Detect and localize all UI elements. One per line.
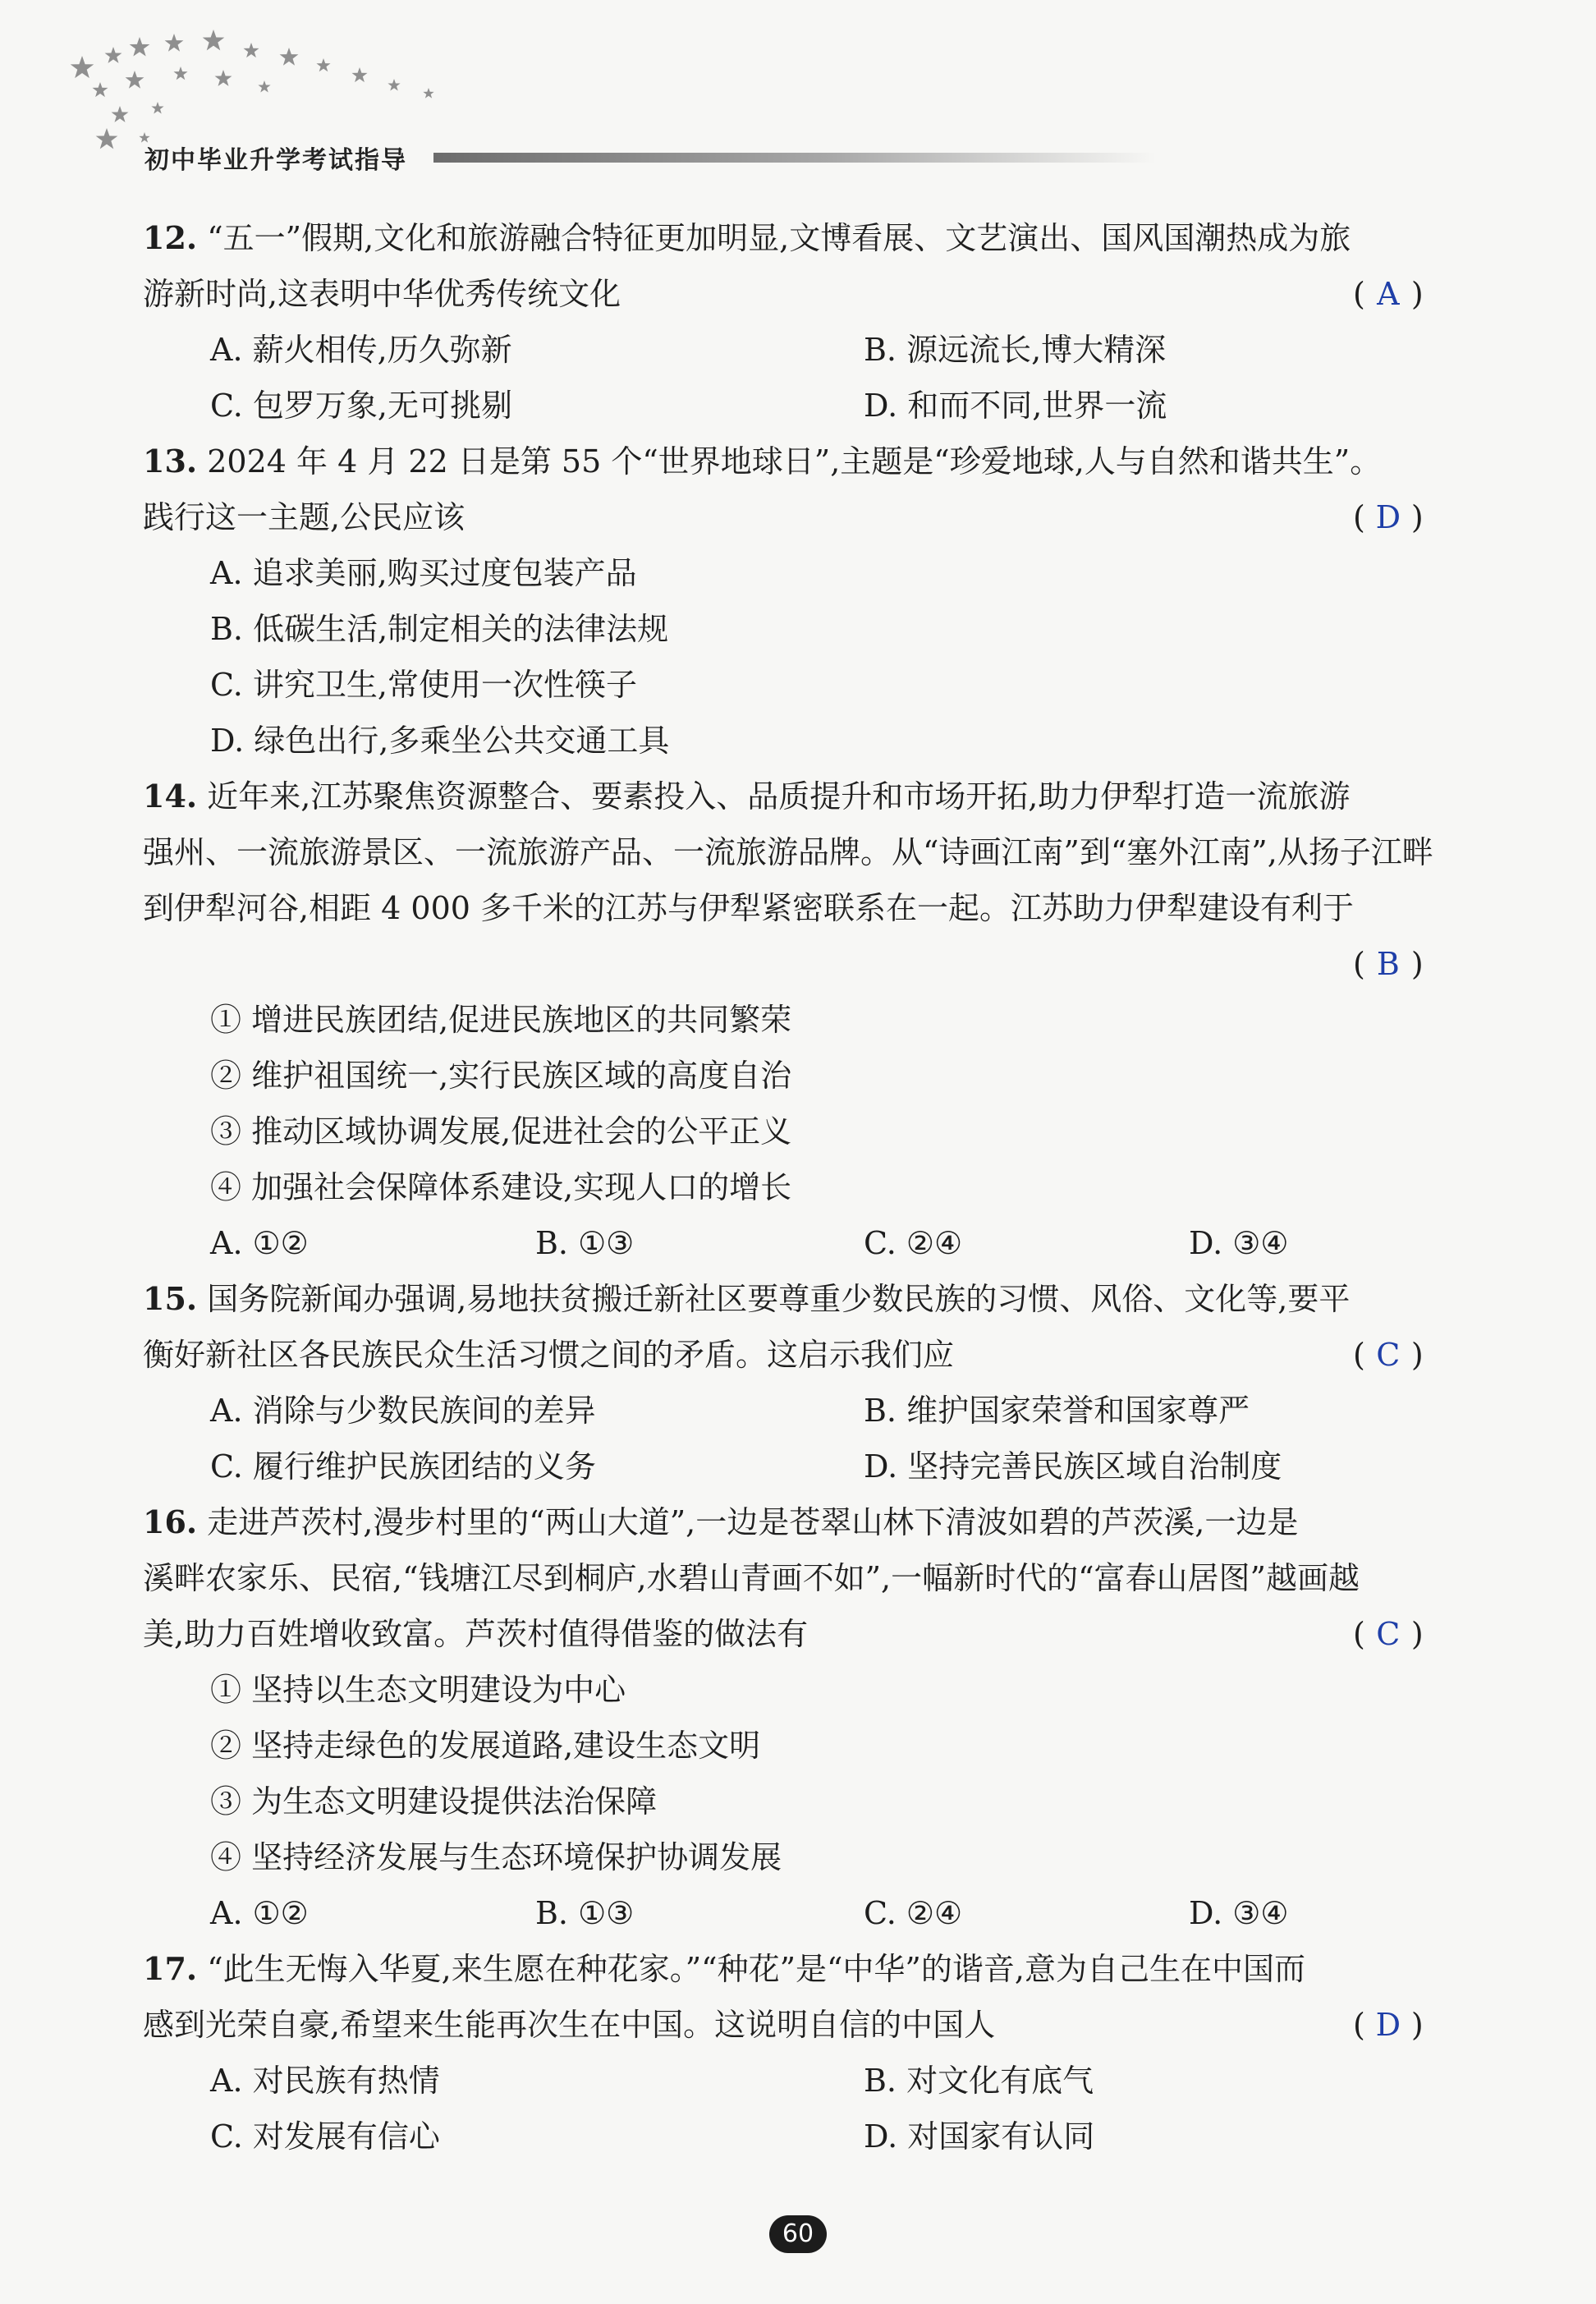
q12-answer-bracket: ( A ) bbox=[1353, 276, 1424, 312]
q14-option-b: B. ①③ bbox=[535, 1225, 635, 1261]
q13-option-a: A. 追求美丽,购买过度包装产品 bbox=[210, 555, 637, 591]
q17-option-c: C. 对发展有信心 bbox=[210, 2118, 440, 2155]
q17-answer-bracket: ( D ) bbox=[1353, 2007, 1424, 2043]
q16-statement-3: ③ 为生态文明建设提供法治保障 bbox=[210, 1783, 658, 1820]
q17-number: 17. bbox=[143, 1950, 198, 1987]
q15-line-2: 衡好新社区各民族民众生活习惯之间的矛盾。这启示我们应 bbox=[143, 1337, 955, 1373]
q17-line-2: 感到光荣自豪,希望来生能再次生在中国。这说明自信的中国人 bbox=[143, 2007, 996, 2043]
q16-statement-4: ④ 坚持经济发展与生态环境保护协调发展 bbox=[210, 1839, 782, 1875]
q14-option-c: C. ②④ bbox=[864, 1225, 963, 1261]
q15-answer: C bbox=[1376, 1337, 1401, 1373]
q14-answer-bracket: ( B ) bbox=[1353, 946, 1424, 982]
q16-option-b: B. ①③ bbox=[535, 1895, 635, 1931]
q12-line-1: 12. “五一”假期,文化和旅游融合特征更加明显,文博看展、文艺演出、国风国潮热成为旅 bbox=[143, 219, 1351, 256]
q13-answer: D bbox=[1375, 499, 1401, 535]
q13-answer-bracket: ( D ) bbox=[1353, 499, 1424, 535]
q17-line-1: 17. “此生无悔入华夏,来生愿在种花家。”“种花”是“中华”的谐音,意为自己生在中国而 bbox=[143, 1950, 1305, 1987]
q16-answer-bracket: ( C ) bbox=[1353, 1616, 1424, 1652]
q16-option-d: D. ③④ bbox=[1189, 1895, 1289, 1931]
q17-option-a: A. 对民族有热情 bbox=[210, 2063, 440, 2099]
q12-option-b: B. 源远流长,博大精深 bbox=[864, 332, 1167, 368]
q16-option-a: A. ①② bbox=[210, 1895, 309, 1931]
q13-option-b: B. 低碳生活,制定相关的法律法规 bbox=[210, 611, 669, 647]
q12-answer: A bbox=[1377, 276, 1400, 312]
q14-option-a: A. ①② bbox=[210, 1225, 309, 1261]
q13-line-2: 践行这一主题,公民应该 bbox=[143, 499, 466, 535]
q15-line-1: 15. 国务院新闻办强调,易地扶贫搬迁新社区要尊重少数民族的习惯、风俗、文化等,要平 bbox=[143, 1280, 1351, 1317]
q14-statement-3: ③ 推动区域协调发展,促进社会的公平正义 bbox=[210, 1113, 792, 1150]
q16-line-3: 美,助力百姓增收致富。芦茨村值得借鉴的做法有 bbox=[143, 1616, 809, 1652]
q16-statement-2: ② 坚持走绿色的发展道路,建设生态文明 bbox=[210, 1728, 761, 1764]
q17-option-d: D. 对国家有认同 bbox=[864, 2118, 1095, 2155]
book-title: 初中毕业升学考试指导 bbox=[144, 146, 407, 175]
q14-line-3: 到伊犁河谷,相距 4 000 多千米的江苏与伊犁紧密联系在一起。江苏助力伊犁建设有利于 bbox=[143, 890, 1355, 926]
q15-option-d: D. 坚持完善民族区域自治制度 bbox=[864, 1448, 1282, 1485]
q14-statement-2: ② 维护祖国统一,实行民族区域的高度自治 bbox=[210, 1058, 792, 1094]
q16-line-1: 16. 走进芦茨村,漫步村里的“两山大道”,一边是苍翠山林下清波如碧的芦茨溪,一边是 bbox=[143, 1503, 1299, 1540]
page-number: 60 bbox=[769, 2215, 827, 2253]
q15-option-a: A. 消除与少数民族间的差异 bbox=[210, 1393, 596, 1429]
q17-answer: D bbox=[1375, 2007, 1401, 2043]
q14-line-2: 强州、一流旅游景区、一流旅游产品、一流旅游品牌。从“诗画江南”到“塞外江南”,从扬子江畔 bbox=[143, 834, 1433, 870]
q12-line-2: 游新时尚,这表明中华优秀传统文化 bbox=[143, 276, 621, 312]
q15-number: 15. bbox=[143, 1280, 198, 1317]
q12-option-c: C. 包罗万象,无可挑剔 bbox=[210, 388, 512, 424]
q16-number: 16. bbox=[143, 1503, 198, 1540]
q15-option-b: B. 维护国家荣誉和国家尊严 bbox=[864, 1393, 1250, 1429]
q13-option-d: D. 绿色出行,多乘坐公共交通工具 bbox=[210, 723, 670, 759]
q14-statement-1: ① 增进民族团结,促进民族地区的共同繁荣 bbox=[210, 1002, 792, 1038]
q14-answer: B bbox=[1376, 946, 1400, 982]
q14-option-d: D. ③④ bbox=[1189, 1225, 1289, 1261]
q14-line-1: 14. 近年来,江苏聚焦资源整合、要素投入、品质提升和市场开拓,助力伊犁打造一流旅游 bbox=[143, 778, 1351, 815]
q12-option-a: A. 薪火相传,历久弥新 bbox=[210, 332, 512, 368]
q16-statement-1: ① 坚持以生态文明建设为中心 bbox=[210, 1672, 626, 1708]
q16-line-2: 溪畔农家乐、民宿,“钱塘江尽到桐庐,水碧山青画不如”,一幅新时代的“富春山居图”越画越 bbox=[143, 1560, 1360, 1596]
q13-number: 13. bbox=[143, 443, 198, 480]
q16-answer: C bbox=[1376, 1616, 1401, 1652]
q12-number: 12. bbox=[143, 219, 198, 256]
q13-line-1: 13. 2024 年 4 月 22 日是第 55 个“世界地球日”,主题是“珍爱地球,人与自然和谐共生”。 bbox=[143, 443, 1382, 480]
q16-option-c: C. ②④ bbox=[864, 1895, 963, 1931]
q15-answer-bracket: ( C ) bbox=[1353, 1337, 1424, 1373]
q13-option-c: C. 讲究卫生,常使用一次性筷子 bbox=[210, 667, 637, 703]
q15-option-c: C. 履行维护民族团结的义务 bbox=[210, 1448, 596, 1485]
q14-number: 14. bbox=[143, 778, 198, 815]
q14-statement-4: ④ 加强社会保障体系建设,实现人口的增长 bbox=[210, 1169, 792, 1205]
q12-option-d: D. 和而不同,世界一流 bbox=[864, 388, 1167, 424]
q17-option-b: B. 对文化有底气 bbox=[864, 2063, 1094, 2099]
